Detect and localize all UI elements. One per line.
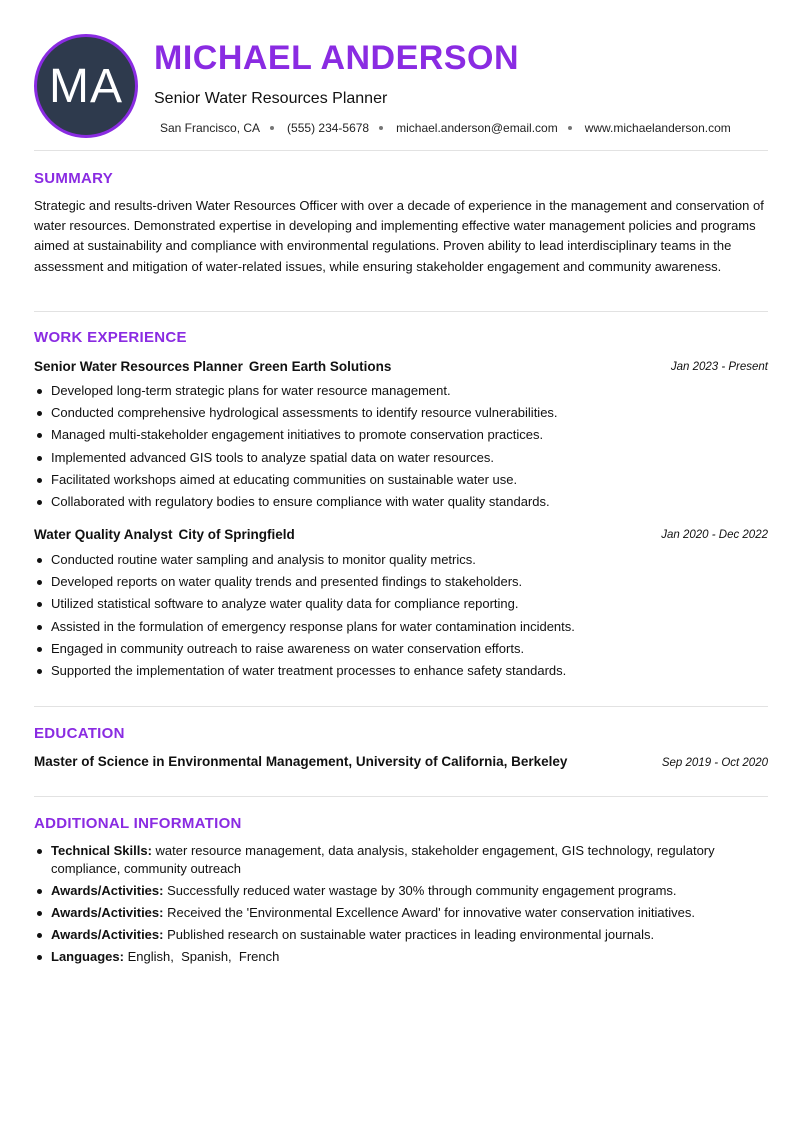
avatar <box>34 34 138 138</box>
education-entry <box>34 753 768 771</box>
list-item: Collaborated with regulatory bodies to ensure compliance with water quality standards. <box>34 491 764 513</box>
list-item <box>34 882 764 900</box>
item-label: Awards/Activities: <box>51 905 164 920</box>
list-item <box>34 948 764 966</box>
candidate-name: MICHAEL ANDERSON <box>154 39 520 77</box>
job-header <box>34 526 768 544</box>
contact-phone[interactable]: (555) 234-5678 <box>287 121 370 135</box>
item-label: Awards/Activities: <box>51 927 164 942</box>
contact-website[interactable]: www.michaelanderson.com <box>584 121 731 135</box>
job-header <box>34 358 768 376</box>
job-company: City of Springfield <box>178 527 295 542</box>
summary-text: Strategic and results-driven Water Resources Officer with over a decade of experience in the management and conservation of water resources. Demonstrated expertise in developing and implementing effective water management policies and programs aimed at sustainability and compliance with environmental regulations. Proven ability to lead interdisciplinary teams in the assessment and mitigation of water-related issues, while ensuring stakeholder engagement and community awareness. <box>34 198 764 274</box>
item-label: Languages: <box>51 949 124 964</box>
list-item: Utilized statistical software to analyze water quality data for compliance reporting. <box>34 593 764 615</box>
list-item: Managed multi-stakeholder engagement initiatives to promote conservation practices. <box>34 424 764 446</box>
list-item: Conducted comprehensive hydrological assessments to identify resource vulnerabilities. <box>34 402 764 424</box>
contact-line <box>160 120 731 136</box>
job-title: Water Quality Analyst <box>34 527 173 542</box>
summary-heading: SUMMARY <box>34 170 114 187</box>
job-title: Senior Water Resources Planner <box>34 359 243 374</box>
list-item: Engaged in community outreach to raise awareness on water conservation efforts. <box>34 638 764 660</box>
avatar-initials: MA <box>49 59 123 113</box>
divider <box>34 706 768 707</box>
list-item <box>34 904 764 922</box>
item-text: Successfully reduced water wastage by 30% through community engagement programs. <box>167 883 677 898</box>
candidate-title: Senior Water Resources Planner <box>154 90 388 107</box>
job-bullets <box>34 549 764 682</box>
additional-list <box>34 842 764 970</box>
resume-header <box>34 34 768 138</box>
item-text: Received the 'Environmental Excellence Award' for innovative water conservation initiatives. <box>167 905 695 920</box>
separator-dot <box>270 126 274 130</box>
education-heading: EDUCATION <box>34 725 125 742</box>
list-item: Conducted routine water sampling and analysis to monitor quality metrics. <box>34 549 764 571</box>
item-label: Technical Skills: <box>51 843 152 858</box>
additional-heading: ADDITIONAL INFORMATION <box>34 815 242 832</box>
divider <box>34 311 768 312</box>
job-company: Green Earth Solutions <box>248 359 392 374</box>
list-item: Developed reports on water quality trends and presented findings to stakeholders. <box>34 571 764 593</box>
contact-location: San Francisco, CA <box>160 121 261 135</box>
item-text: Published research on sustainable water practices in leading environmental journals. <box>167 927 655 942</box>
list-item: Supported the implementation of water treatment processes to enhance safety standards. <box>34 660 764 682</box>
contact-email[interactable]: michael.anderson@email.com <box>396 121 558 135</box>
education-dates: Sep 2019 - Oct 2020 <box>661 757 768 769</box>
job-dates: Jan 2023 - Present <box>670 361 768 373</box>
experience-heading: WORK EXPERIENCE <box>34 329 187 346</box>
item-text: water resource management, data analysis, stakeholder engagement, GIS technology, regulatory compliance, community outreach <box>51 843 715 876</box>
item-label: Awards/Activities: <box>51 883 164 898</box>
separator-dot <box>568 126 572 130</box>
degree: Master of Science in Environmental Management, University of California, Berkeley <box>34 754 568 769</box>
list-item: Implemented advanced GIS tools to analyze spatial data on water resources. <box>34 447 764 469</box>
list-item: Facilitated workshops aimed at educating communities on sustainable water use. <box>34 469 764 491</box>
job-bullets <box>34 380 764 513</box>
list-item: Assisted in the formulation of emergency response plans for water contamination incidents. <box>34 616 764 638</box>
job-dates: Jan 2020 - Dec 2022 <box>661 529 768 541</box>
divider <box>34 150 768 151</box>
item-text: English, Spanish, French <box>127 949 280 964</box>
divider <box>34 796 768 797</box>
list-item <box>34 842 764 878</box>
list-item <box>34 926 764 944</box>
list-item: Developed long-term strategic plans for water resource management. <box>34 380 764 402</box>
separator-dot <box>379 126 383 130</box>
